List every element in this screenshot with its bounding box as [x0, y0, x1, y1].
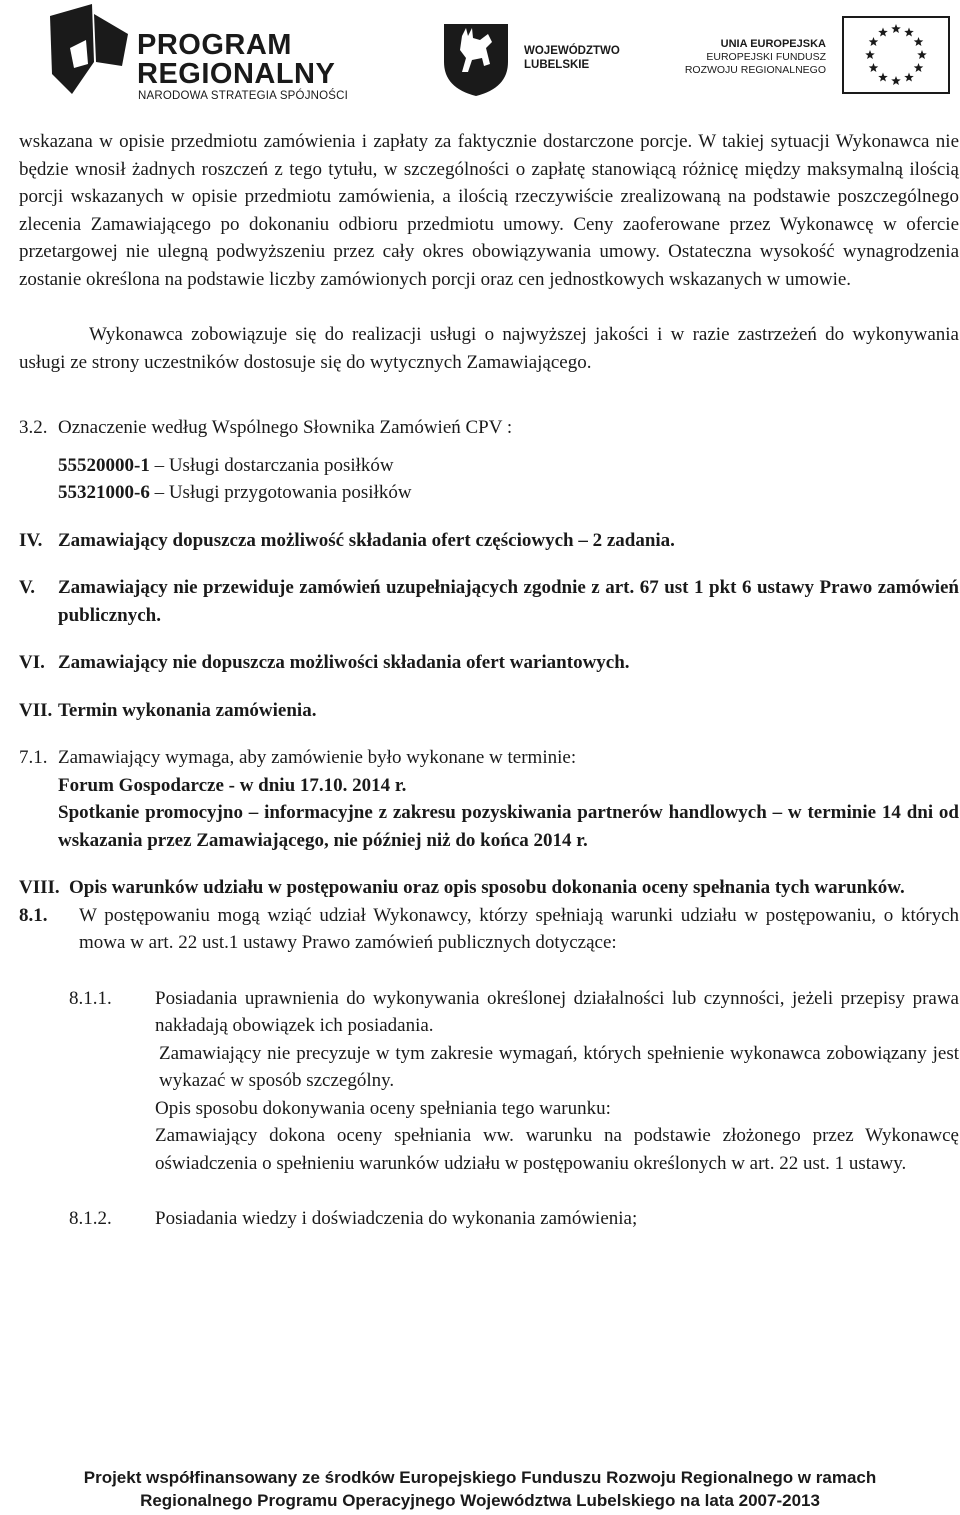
forum-date: Forum Gospodarcze - w dniu 17.10. 2014 r. — [58, 774, 407, 796]
cpv-code: 55520000-1 — [58, 454, 150, 476]
eu-text-block — [676, 38, 826, 83]
section-3-2-text: Oznaczenie według Wspólnego Słownika Zamówień CPV : — [58, 417, 513, 438]
section-8-1 — [19, 902, 959, 957]
section-number: IV. — [19, 529, 43, 551]
voivodeship-line1: WOJEWÓDZTWO — [524, 45, 620, 57]
cpv-item — [58, 479, 959, 507]
footer-line1: Projekt współfinansowany ze środków Europejskiego Funduszu Rozwoju Regionalnego w ramach — [83, 1468, 877, 1487]
section-viii — [19, 874, 959, 902]
paragraph-quality-obligation: Wykonawca zobowiązuje się do realizacji usługi o najwyższej jakości i w razie zastrzeżeń do wykonywania usługi ze strony uczestników dostosuje się do wytycznych Zamawiającego. — [19, 324, 959, 373]
deer-shield-icon — [440, 18, 512, 98]
section-number: 8.1. — [19, 904, 48, 926]
section-number: V. — [19, 577, 36, 598]
section-8-1-1-assessment-text: Zamawiający dokona oceny spełniania ww. warunku na podstawie złożonego przez Wykonawcę oświadczenia o spełnieniu warunków udziału w postępowaniu określonych w art. 22 ust. 1 ustawy. — [155, 1125, 959, 1174]
section-8-1-1-requirements: Zamawiający nie precyzuje w tym zakresie wymagań, których spełnienie wykonawca zobowiązany jest wykazać w sposób szczególny. — [159, 1042, 959, 1091]
section-number: VII. — [19, 699, 53, 721]
page-header — [0, 0, 960, 110]
cpv-item — [58, 452, 959, 480]
wojewodztwo-lubelskie-logo — [440, 18, 640, 98]
section-number: 8.1.2. — [69, 1208, 112, 1229]
cpv-code: 55321000-6 — [58, 482, 150, 503]
program-regionalny-logo — [42, 4, 392, 104]
section-number: 8.1.1. — [69, 987, 112, 1009]
section-number: VI. — [19, 652, 45, 673]
section-number: 7.1. — [19, 747, 48, 768]
eu-flag-icon — [842, 16, 950, 94]
section-number: VIII. — [19, 877, 60, 898]
section-3-2 — [19, 414, 959, 442]
section-vi — [19, 649, 959, 677]
section-vii — [19, 697, 959, 725]
program-regionalny-emblem-icon — [42, 4, 132, 99]
page-footer — [0, 1466, 960, 1512]
eu-line1: UNIA EUROPEJSKA — [720, 38, 826, 50]
paragraph-payment-terms: wskazana w opisie przedmiotu zamówienia i zapłaty za faktycznie dostarczone porcje. W takiej sytuacji Wykonawca nie będzie wnosił żadnych roszczeń z tego tytułu, w szczególności o zapłatę stanowiącą różnicę między maksymalną ilością porcji wskazanych w opisie przedmiotu zamówienia, a ilością rzeczywiście zrealizowaną na podstawie poszczególnego zlecenia Zamawiającego po dokonaniu odbioru przedmiotu umowy. Ceny zaoferowane przez Wykonawcę w ofercie przetargowej nie ulegną podwyższeniu przez cały okres obowiązywania umowy. Ostateczna wysokość wynagrodzenia zostanie określona na podstawie liczby zamówionych porcji oraz cen jednostkowych wskazanych w umowie. — [19, 131, 959, 290]
section-7-1-text: Zamawiający wymaga, aby zamówienie było wykonane w terminie: — [58, 747, 577, 768]
program-title-line2: REGIONALNY — [137, 58, 336, 90]
meeting-term: Spotkanie promocyjno – informacyjne z zakresu pozyskiwania partnerów handlowych – w terminie 14 dni od wskazania przez Zamawiającego, nie później niż do końca 2014 r. — [58, 802, 959, 851]
section-vi-text: Zamawiający nie dopuszcza możliwości składania ofert wariantowych. — [58, 652, 630, 673]
section-8-1-2-text: Posiadania wiedzy i doświadczenia do wykonania zamówienia; — [155, 1208, 638, 1229]
section-8-1-text: W postępowaniu mogą wziąć udział Wykonawcy, którzy spełniają warunki udziału w postępowaniu, o których mowa w art. 22 ust.1 ustawy Prawo zamówień publicznych dotyczące: — [79, 904, 959, 953]
section-8-1-1-text: Posiadania uprawnienia do wykonywania określonej działalności lub czynności, jeżeli przepisy prawa nakładają obowiązek ich posiadania. — [155, 987, 959, 1036]
cpv-description: – Usługi dostarczania posiłków — [154, 454, 394, 476]
section-iv — [19, 527, 959, 555]
section-8-1-1 — [19, 985, 959, 1040]
cpv-description: – Usługi przygotowania posiłków — [154, 482, 412, 503]
section-8-1-2 — [19, 1205, 959, 1233]
footer-line2: Regionalnego Programu Operacyjnego Województwa Lubelskiego na lata 2007-2013 — [140, 1491, 820, 1510]
section-vii-text: Termin wykonania zamówienia. — [58, 699, 317, 721]
section-v-text: Zamawiający nie przewiduje zamówień uzupełniających zgodnie z art. 67 ust 1 pkt 6 ustawy Prawo zamówień publicznych. — [58, 577, 959, 626]
eu-line3: ROZWOJU REGIONALNEGO — [684, 64, 826, 76]
section-number: 3.2. — [19, 417, 48, 438]
cpv-list — [58, 452, 959, 507]
program-title-line1: PROGRAM — [137, 29, 292, 61]
voivodeship-line2: LUBELSKIE — [524, 59, 590, 71]
document-body — [19, 128, 959, 1233]
section-8-1-1-assessment-heading: Opis sposobu dokonywania oceny spełniania tego warunku: — [155, 1097, 611, 1119]
program-subtitle: NARODOWA STRATEGIA SPÓJNOŚCI — [138, 90, 349, 102]
section-v — [19, 574, 959, 629]
section-viii-text: Opis warunków udziału w postępowaniu oraz opis sposobu dokonania oceny spełnania tych warunków. — [69, 877, 905, 898]
eu-line2: EUROPEJSKI FUNDUSZ — [706, 51, 826, 63]
section-iv-text: Zamawiający dopuszcza możliwość składania ofert częściowych – 2 zadania. — [58, 529, 675, 551]
section-7-1 — [19, 744, 959, 772]
